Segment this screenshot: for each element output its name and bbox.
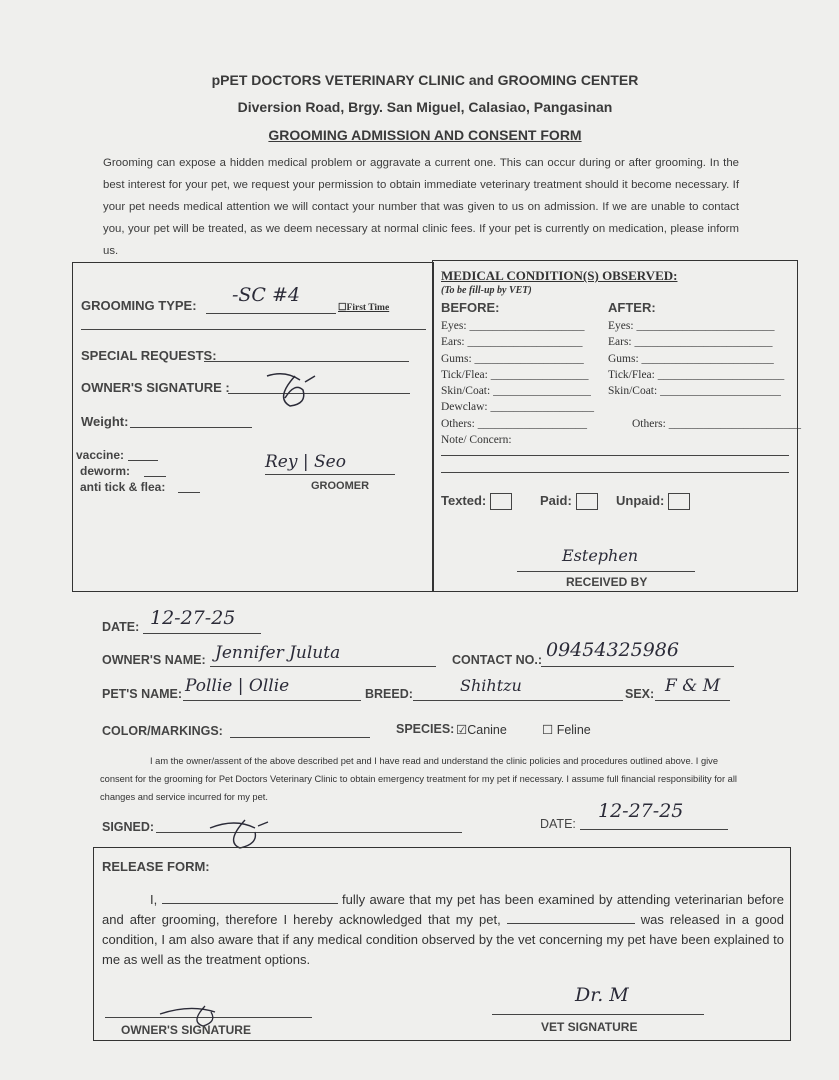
after-heading: AFTER: <box>608 300 656 315</box>
weight-line[interactable] <box>130 427 252 428</box>
breed-line <box>413 700 623 701</box>
date-value[interactable]: 12-27-25 <box>150 607 236 629</box>
contact-value[interactable]: 09454325986 <box>546 639 679 661</box>
after-list: Eyes: ________________________ Ears: ________________________ Gums: _______________________ Tick/Flea: ______________________ Skin/Coat: _____________________ Others: _______________________ <box>608 320 801 430</box>
paid-checkbox[interactable] <box>540 493 598 510</box>
unpaid-label: Unpaid: <box>616 493 665 508</box>
pet-name-line <box>183 700 361 701</box>
antitick-label: anti tick & flea: <box>80 480 166 494</box>
received-line <box>517 571 695 572</box>
clinic-address: Diversion Road, Brgy. San Miguel, Calasiao, Pangasinan <box>237 99 613 115</box>
release-i: I, <box>150 892 158 907</box>
before-eyes: Eyes: <box>441 320 467 332</box>
feline-label: Feline <box>556 723 591 737</box>
intro-paragraph: Grooming can expose a hidden medical problem or aggravate a current one. This can occur during or after grooming. In the best interest for your pet, we request your permission to obtain immediate veterinary treatment should it become necessary. If your pet needs medical attention we will contact your number that was given to us on admission. If we are unable to contact you, your pet will be treated, as we deem necessary at normal clinic fees. If your pet is currently on medication, please inform us. <box>103 157 739 257</box>
species-label: SPECIES: <box>396 722 455 736</box>
antitick-line <box>178 492 200 493</box>
note-line-2[interactable] <box>441 472 789 473</box>
texted-label: Texted: <box>441 493 487 508</box>
before-gums: Gums: <box>441 352 472 365</box>
pet-name-value[interactable]: Pollie | Ollie <box>185 676 290 696</box>
before-dewclaw: Dewclaw: <box>441 401 488 414</box>
contact-line <box>541 666 734 667</box>
consent-paragraph: I am the owner/assent of the above described pet and I have read and understand the clinic policies and procedures outlined above. I give consent for the grooming for Pet Doctors Veterinary Clinic to obtain emergency treatment for my pet if necessary. I assume full financial responsibility for all changes and service incurred for my pet. <box>100 756 737 802</box>
release-text-2: before and after grooming, therefore I hereby acknowledged that my pet, <box>102 892 784 927</box>
signed-date-label: DATE: <box>540 817 576 831</box>
before-heading: BEFORE: <box>441 300 500 315</box>
first-time-label: First Time <box>346 303 390 313</box>
divider-line <box>81 329 426 330</box>
date-label: DATE: <box>102 620 140 634</box>
owner-release-signature-label: OWNER'S SIGNATURE <box>121 1023 251 1037</box>
groomer-value: Rey | Seo <box>265 452 346 472</box>
canine-checkbox[interactable]: ☑Canine <box>456 723 507 737</box>
texted-checkbox[interactable] <box>441 493 512 510</box>
release-paragraph <box>102 890 784 970</box>
vaccine-label: vaccine: <box>76 448 125 462</box>
before-list: Eyes: ____________________ Ears: ____________________ Gums: ___________________ Tick/Flea: _________________ Skin/Coat: _________________ Dewclaw: __________________ Others: ___________________ Note/ Concern: <box>441 320 594 447</box>
feline-checkbox[interactable]: ☐ Feline <box>542 723 591 737</box>
note-concern: Note/ Concern: <box>441 434 512 447</box>
contact-label: CONTACT NO.: <box>452 653 543 667</box>
vet-signature-line[interactable] <box>492 1014 704 1015</box>
grooming-type-label: GROOMING TYPE: <box>81 298 197 313</box>
before-skin: Skin/Coat: <box>441 385 491 398</box>
owner-name-line <box>210 666 436 667</box>
deworm-label: deworm: <box>80 464 131 478</box>
signed-date-value[interactable]: 12-27-25 <box>598 800 684 822</box>
date-line <box>143 633 261 634</box>
form-title: GROOMING ADMISSION AND CONSENT FORM <box>268 127 582 143</box>
vaccine-line <box>128 460 158 461</box>
owner-name-value[interactable]: Jennifer Juluta <box>215 643 341 663</box>
medical-title: MEDICAL CONDITION(S) OBSERVED: <box>441 268 678 283</box>
after-tick: Tick/Flea: <box>608 368 655 381</box>
before-ears: Ears: <box>441 336 465 349</box>
sex-line <box>655 700 730 701</box>
groomer-label: GROOMER <box>311 480 370 492</box>
clinic-name: pPET DOCTORS VETERINARY CLINIC and GROOMING CENTER <box>211 72 639 88</box>
canine-label: Canine <box>467 723 507 737</box>
signed-label: SIGNED: <box>102 820 155 834</box>
owner-name-label: OWNER'S NAME: <box>102 653 206 667</box>
note-line-1[interactable] <box>441 455 789 456</box>
release-text-3: was released in a <box>640 912 750 927</box>
vet-signature-value: Dr. M <box>575 984 629 1006</box>
weight-label: Weight: <box>81 414 129 429</box>
before-tick: Tick/Flea: <box>441 368 488 381</box>
grooming-type-line <box>206 313 336 314</box>
release-text-1: fully aware that my pet has been examined by attending veterinarian <box>341 892 743 907</box>
deworm-line <box>144 476 166 477</box>
received-by-label: RECEIVED BY <box>566 575 648 589</box>
after-skin: Skin/Coat: <box>608 385 658 398</box>
signed-date-line <box>580 829 728 830</box>
special-requests-label: SPECIAL REQUESTS: <box>81 348 217 363</box>
medical-subtitle: (To be fill-up by VET) <box>441 285 532 296</box>
color-line[interactable] <box>230 737 370 738</box>
before-others: Others: <box>441 417 475 430</box>
after-others: Others: <box>632 417 666 430</box>
paid-label: Paid: <box>540 493 572 508</box>
release-name-blank[interactable] <box>162 903 338 904</box>
groomer-line <box>265 474 395 475</box>
color-label: COLOR/MARKINGS: <box>102 724 223 738</box>
sex-value[interactable]: F & M <box>665 676 721 696</box>
after-ears: Ears: <box>608 336 632 349</box>
received-by-value: Estephen <box>562 546 639 565</box>
after-gums: Gums: <box>608 352 639 365</box>
owner-signature-label: OWNER'S SIGNATURE : <box>81 380 230 395</box>
breed-label: BREED: <box>365 687 413 701</box>
breed-value[interactable]: Shihtzu <box>460 676 522 695</box>
release-title: RELEASE FORM: <box>102 859 210 874</box>
vet-signature-label: VET SIGNATURE <box>541 1020 638 1034</box>
after-eyes: Eyes: <box>608 320 634 332</box>
special-requests-line <box>204 361 409 362</box>
sex-label: SEX: <box>625 687 655 701</box>
first-time-checkbox[interactable]: ☐First Time <box>338 303 390 313</box>
release-text-4: good condition, I am also aware that if any medical condition observed by the vet concerning my pet have been explained to me as well as the treatment options. <box>102 912 784 967</box>
owner-signature-mark <box>245 368 320 413</box>
unpaid-checkbox[interactable] <box>616 493 690 510</box>
release-pet-blank[interactable] <box>507 923 635 924</box>
pet-name-label: PET'S NAME: <box>102 687 183 701</box>
grooming-type-value[interactable]: -SC #4 <box>232 284 301 306</box>
